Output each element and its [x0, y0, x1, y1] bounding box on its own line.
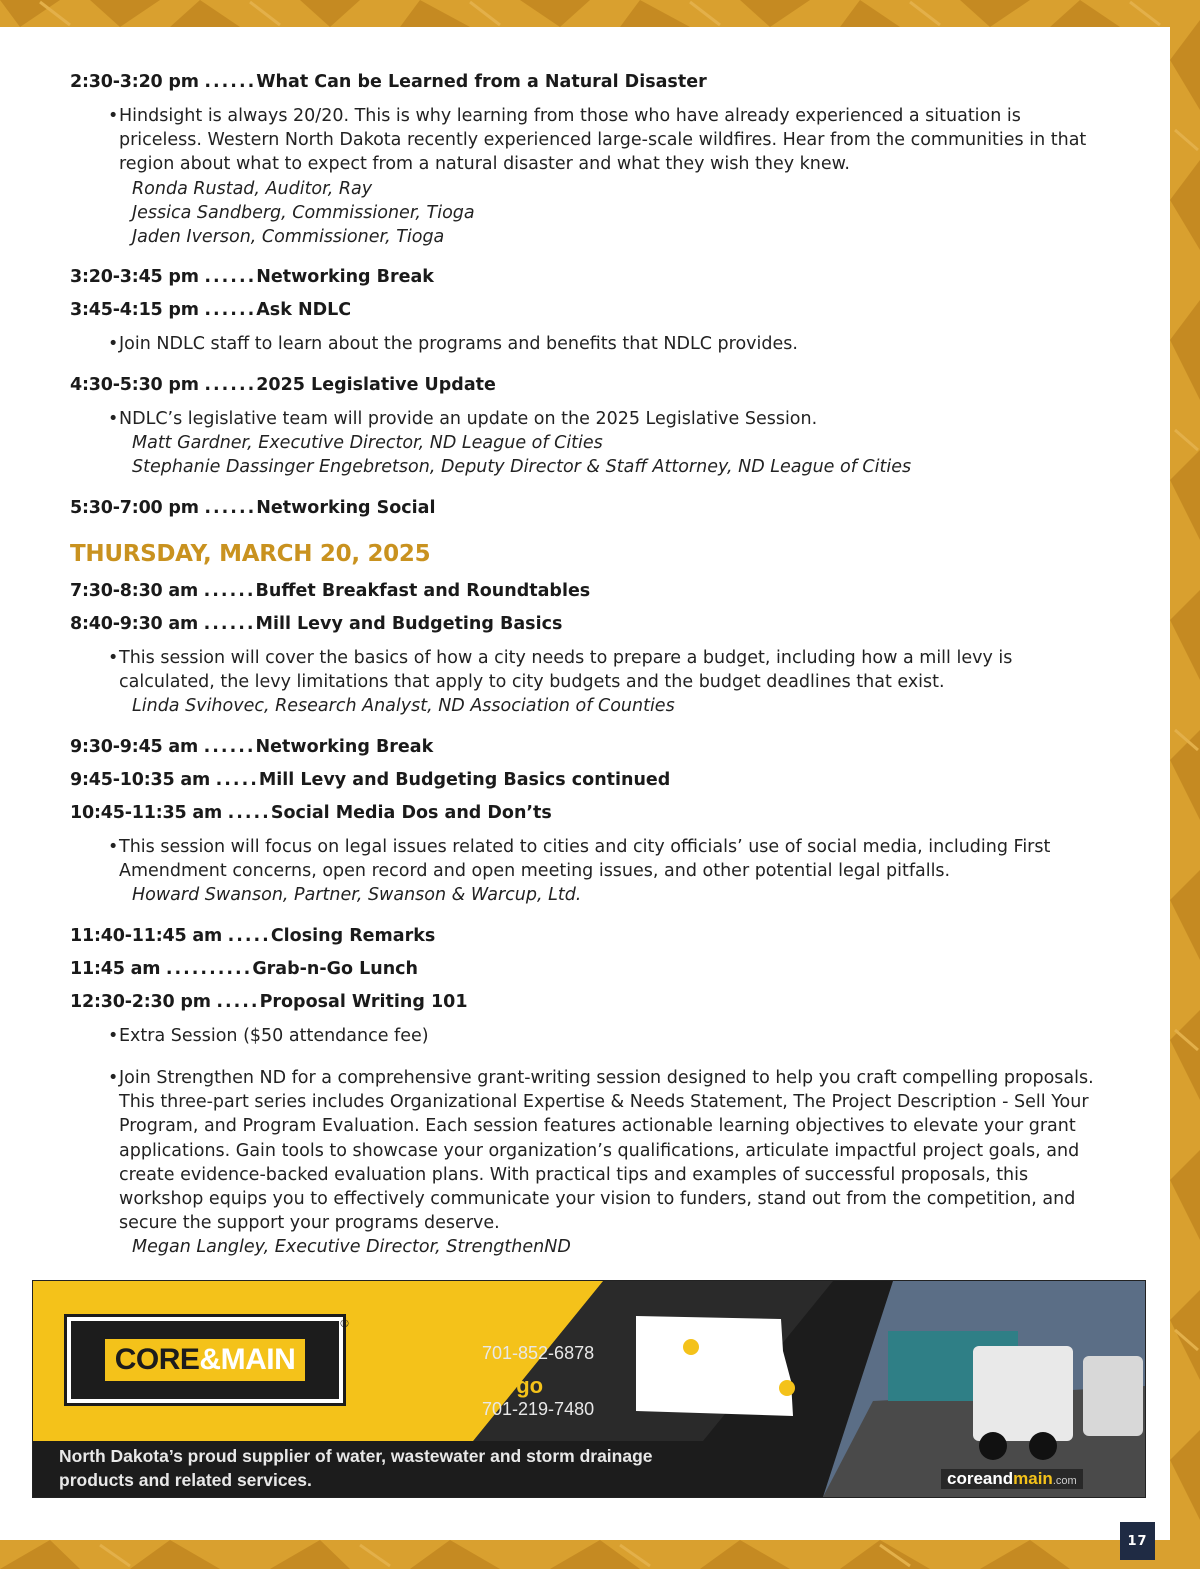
speaker: Ronda Rustad, Auditor, Ray [132, 179, 373, 199]
agenda-item [70, 926, 435, 946]
day-heading: THURSDAY, MARCH 20, 2025 [70, 541, 431, 567]
speaker: Linda Svihovec, Research Analyst, ND Association of Counties [132, 696, 675, 716]
agenda-item [70, 803, 552, 823]
speaker: Stephanie Dassinger Engebretson, Deputy Director & Staff Attorney, ND League of Cities [132, 457, 912, 477]
session-description: • Hindsight is always 20/20. This is why learning from those who have already experienced a situation is priceless. Western North Dakota recently experienced large-scale wildfires. Hear from the communities in that region about what to expect from a natural disaster and what they wish they knew. [108, 106, 1087, 175]
agenda-item [70, 375, 496, 395]
fargo-marker [779, 1380, 795, 1396]
leader-dots: ...... [203, 614, 256, 634]
session-title: 2025 Legislative Update [256, 375, 496, 395]
bullet: • [108, 648, 119, 668]
bullet: • [108, 1068, 119, 1088]
session-title: Networking Social [256, 498, 436, 518]
session-time: 12:30-2:30 pm [70, 992, 211, 1012]
bullet: • [108, 837, 119, 857]
session-time: 7:30-8:30 am [70, 581, 199, 601]
leader-dots: ...... [203, 581, 256, 601]
speaker: Howard Swanson, Partner, Swanson & Warcup, Ltd. [132, 885, 582, 905]
session-time: 2:30-3:20 pm [70, 72, 199, 92]
session-description: • This session will cover the basics of how a city needs to prepare a budget, including how a mill levy is calculated, the levy limitations that apply to city budgets and the budget deadlines that exist. [108, 648, 1013, 693]
agenda-item [70, 300, 351, 320]
session-title: Social Media Dos and Don’ts [270, 803, 552, 823]
core-and-main-logo: CORE&MAIN [67, 1317, 343, 1403]
minot-marker [683, 1339, 699, 1355]
leader-dots: ..... [215, 770, 259, 790]
leader-dots: ...... [204, 72, 257, 92]
ad-website[interactable]: coreandmain.com [941, 1469, 1083, 1489]
north-dakota-map [631, 1311, 806, 1421]
agenda-item [70, 498, 435, 518]
agenda-item [70, 267, 434, 287]
truck-image [973, 1346, 1073, 1441]
agenda-item [70, 72, 707, 92]
session-title: Proposal Writing 101 [259, 992, 468, 1012]
speaker: Megan Langley, Executive Director, StrengthenND [132, 1237, 571, 1257]
bullet: • [108, 106, 119, 126]
session-title: Networking Break [256, 267, 434, 287]
session-time: 5:30-7:00 pm [70, 498, 199, 518]
leader-dots: ...... [204, 498, 257, 518]
speaker: Matt Gardner, Executive Director, ND League of Cities [132, 433, 603, 453]
session-time: 10:45-11:35 am [70, 803, 223, 823]
agenda-item [70, 992, 468, 1012]
bullet: • [108, 334, 119, 354]
session-description: • Extra Session ($50 attendance fee) [108, 1024, 1108, 1048]
session-description: • Join NDLC staff to learn about the programs and benefits that NDLC provides. [108, 332, 1108, 356]
leader-dots: ...... [204, 267, 257, 287]
page-number: 17 [1120, 1522, 1155, 1560]
session-time: 4:30-5:30 pm [70, 375, 199, 395]
session-title: Networking Break [255, 737, 434, 757]
agenda-item [70, 770, 670, 790]
location-minot: Minot 701-852-6878 [482, 1317, 595, 1363]
speaker: Jessica Sandberg, Commissioner, Tioga [132, 203, 475, 223]
core-and-main-advertisement[interactable] [32, 1280, 1146, 1498]
agenda-item [70, 581, 590, 601]
session-description: • NDLC’s legislative team will provide an update on the 2025 Legislative Session. [108, 407, 1108, 431]
agenda-item [70, 614, 562, 634]
session-title: Ask NDLC [256, 300, 352, 320]
registered-mark: ® [339, 1317, 350, 1330]
session-title: Buffet Breakfast and Roundtables [255, 581, 591, 601]
bullet: • [108, 409, 119, 429]
location-fargo: Fargo 701-219-7480 [482, 1373, 595, 1419]
session-time: 11:40-11:45 am [70, 926, 223, 946]
bullet: • [108, 1026, 119, 1046]
session-time: 11:45 am [70, 959, 161, 979]
session-time: 8:40-9:30 am [70, 614, 199, 634]
session-title: Grab-n-Go Lunch [252, 959, 419, 979]
session-time: 9:30-9:45 am [70, 737, 199, 757]
leader-dots: ..... [216, 992, 260, 1012]
session-title: What Can be Learned from a Natural Disaster [256, 72, 707, 92]
session-title: Closing Remarks [270, 926, 436, 946]
leader-dots: ..... [227, 803, 271, 823]
session-description: • This session will focus on legal issues related to cities and city officials’ use of social media, including First Amendment concerns, open record and open meeting issues, and other potential legal pitfalls. [108, 837, 1051, 882]
leader-dots: ..... [227, 926, 271, 946]
leader-dots: ...... [204, 300, 257, 320]
session-description: • Join Strengthen ND for a comprehensive grant-writing session designed to help you craft compelling proposals. This three-part series includes Organizational Expertise & Needs Statement, The Project Description - Sell Your Program, and Program Evaluation. Each session features actionable learning objectives to elevate your grant applications. Gain tools to showcase your organization’s qualifications, articulate impactful project goals, and create evidence-backed evaluation plans. With practical tips and examples of successful proposals, this workshop equips you to effectively communicate your vision to funders, stand out from the competition, and secure the support your programs deserve. [108, 1068, 1094, 1234]
leader-dots: ...... [203, 737, 256, 757]
agenda-item [70, 959, 418, 979]
session-title: Mill Levy and Budgeting Basics continued [258, 770, 671, 790]
session-time: 3:20-3:45 pm [70, 267, 199, 287]
leader-dots: ...... [204, 375, 257, 395]
leader-dots: .......... [165, 959, 253, 979]
agenda-item [70, 737, 433, 757]
session-time: 9:45-10:35 am [70, 770, 211, 790]
session-title: Mill Levy and Budgeting Basics [255, 614, 563, 634]
session-time: 3:45-4:15 pm [70, 300, 199, 320]
ad-tagline: North Dakota’s proud supplier of water, wastewater and storm drainage products and related services. [59, 1446, 653, 1490]
speaker: Jaden Iverson, Commissioner, Tioga [132, 227, 445, 247]
